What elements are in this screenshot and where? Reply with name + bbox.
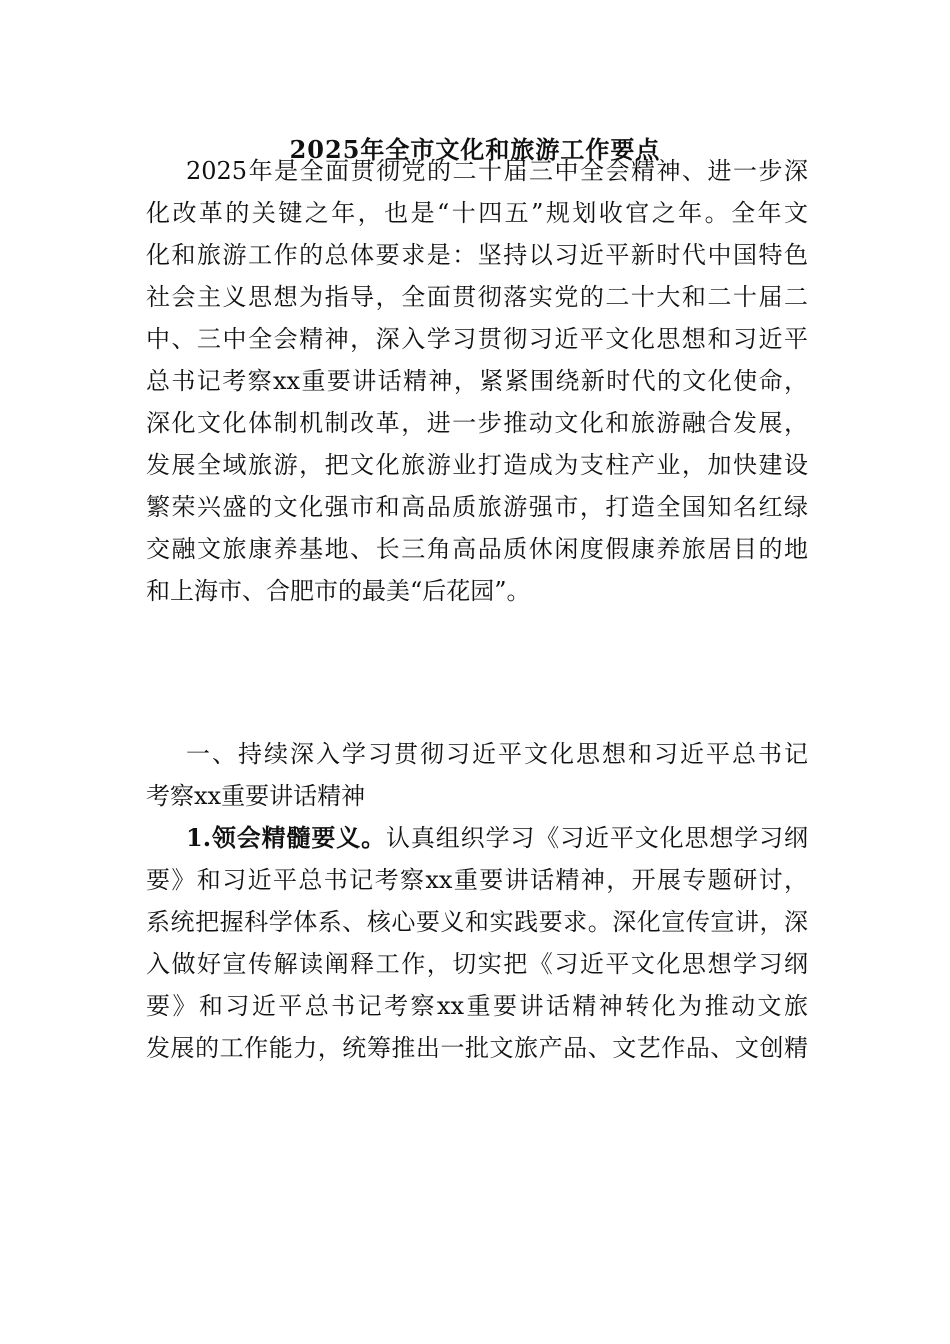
intro-paragraph <box>146 150 808 612</box>
paragraph-line: 化和旅游工作的总体要求是：坚持以习近平新时代中国特色 <box>146 241 808 269</box>
document-title: 2025年全市文化和旅游工作要点 <box>289 135 661 164</box>
paragraph-line: 要》和习近平总书记考察xx重要讲话精神转化为推动文旅 <box>146 992 808 1020</box>
heading-line: 一、持续深入学习贯彻习近平文化思想和习近平总书记 <box>186 740 808 768</box>
item-1-label: 1.领会精髓要义。 <box>186 823 387 852</box>
paragraph-line: 总书记考察xx重要讲话精神，紧紧围绕新时代的文化使命， <box>146 367 808 395</box>
paragraph-line: 要》和习近平总书记考察xx重要讲话精神，开展专题研讨， <box>146 866 808 894</box>
paragraph-line: 深化文化体制机制改革，进一步推动文化和旅游融合发展， <box>146 409 808 437</box>
paragraph-line: 发展的工作能力，统筹推出一批文旅产品、文艺作品、文创精 <box>146 1034 808 1062</box>
paragraph-line: 2025年是全面贯彻党的二十届三中全会精神、进一步深 <box>186 157 808 185</box>
paragraph-line: 入做好宣传解读阐释工作，切实把《习近平文化思想学习纲 <box>146 950 808 978</box>
paragraph-line: 中、三中全会精神，深入学习贯彻习近平文化思想和习近平 <box>146 325 808 353</box>
paragraph-line: 发展全域旅游，把文化旅游业打造成为支柱产业，加快建设 <box>146 451 808 479</box>
section-heading-1 <box>146 733 808 817</box>
paragraph-line: 繁荣兴盛的文化强市和高品质旅游强市，打造全国知名红绿 <box>146 493 808 521</box>
paragraph-line: 和上海市、合肥市的最美“后花园”。 <box>146 577 531 605</box>
paragraph-line <box>146 817 808 859</box>
paragraph-line: 社会主义思想为指导，全面贯彻落实党的二十大和二十届二 <box>146 283 808 311</box>
paragraph-line: 系统把握科学体系、核心要义和实践要求。深化宣传宣讲，深 <box>146 908 808 936</box>
heading-line: 考察xx重要讲话精神 <box>146 782 366 810</box>
paragraph-line: 化改革的关键之年，也是“十四五”规划收官之年。全年文 <box>146 199 808 227</box>
item-1-text: 认真组织学习《习近平文化思想学习纲 <box>386 824 808 852</box>
paragraph-line: 交融文旅康养基地、长三角高品质休闲度假康养旅居目的地 <box>146 535 808 563</box>
item-1-paragraph <box>146 817 808 1069</box>
